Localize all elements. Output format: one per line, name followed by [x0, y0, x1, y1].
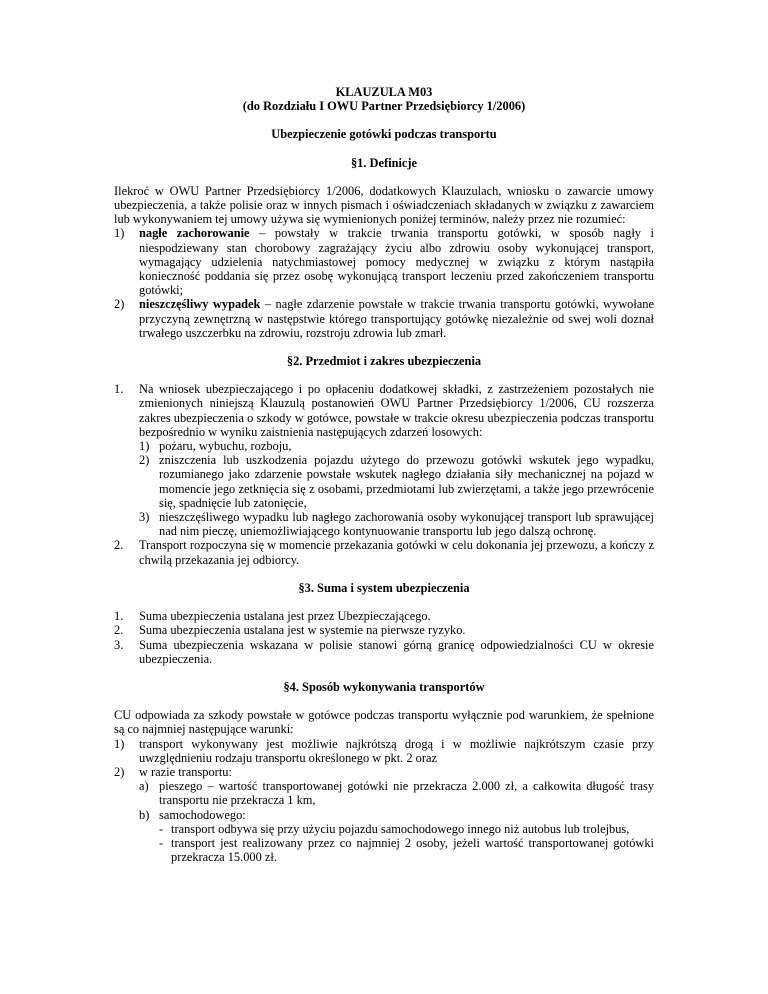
paragraph-number: 1. [114, 382, 124, 397]
section-1-heading: §1. Definicje [350, 155, 418, 170]
item-text: w razie transportu: [139, 764, 232, 779]
item-text: pożaru, wybuchu, rozboju, [159, 439, 292, 454]
event-item [139, 439, 654, 453]
item-text: pieszego – wartość transportowanej gotówki nie przekracza 2.000 zł, a całkowita długość trasy transportu nie przekracza 1 km, [159, 779, 654, 808]
section-1-intro: Ilekroć w OWU Partner Przedsiębiorcy 1/2006, dodatkowych Klauzulach, wniosku o zawarcie umowy ubezpieczenia, a także polisie oraz w innych pismach i oświadczeniach składanych w związku z zawarciem lub wykonywaniem tej umowy używa się wymienionych poniżej terminów, należy przez nie rozumieć: [114, 183, 654, 227]
item-number: 2) [139, 453, 150, 468]
section-2-paragraph [114, 382, 654, 439]
vehicle-condition-item [159, 836, 654, 864]
item-text: samochodowego: [159, 807, 246, 822]
document-title: Ubezpieczenie gotówki podczas transportu [271, 127, 497, 142]
definition-term: nagłe zachorowanie [139, 226, 250, 241]
section-2-paragraph [114, 538, 654, 566]
event-item [139, 510, 654, 538]
clause-subtitle: (do Rozdziału I OWU Partner Przedsiębiorcy 1/2006) [242, 99, 526, 114]
item-number: 3. [114, 637, 124, 652]
item-number: 1. [114, 609, 124, 624]
item-number: 3) [139, 510, 150, 525]
section-4-intro: CU odpowiada za szkody powstałe w gotówce podczas transportu wyłącznie pod warunkiem, że spełnione są co najmniej następujące warunki: [114, 708, 654, 737]
dash-bullet: - [159, 835, 164, 850]
transport-type-item [139, 808, 654, 822]
vehicle-condition-item [159, 822, 654, 836]
definition-text: – nagłe zdarzenie powstałe w trakcie trwania transportu gotówki, wywołane przyczyną zewnętrzną w następstwie którego transportujący gotówkę niezależnie od swej woli doznał trwałego uszczerbku na zdrowiu, rozstroju zdrowia lub zmarł. [139, 297, 654, 340]
event-item [139, 453, 654, 510]
item-text: nieszczęśliwego wypadku lub nagłego zachorowania osoby wykonującej transport lub sprawującej nad nim pieczę, uniemożliwiającego kontynuowanie transportu lub jego dalszą ochronę. [159, 510, 654, 539]
item-text: Suma ubezpieczenia ustalana jest przez Ubezpieczającego. [139, 609, 431, 624]
definition-term: nieszczęśliwy wypadek [139, 297, 261, 312]
paragraph-number: 2. [114, 538, 124, 553]
item-text: Suma ubezpieczenia wskazana w polisie stanowi górną granicę odpowiedzialności CU w okresie ubezpieczenia. [139, 637, 654, 666]
item-letter: a) [139, 779, 149, 794]
sum-item [114, 623, 654, 637]
definition-item [114, 297, 654, 340]
definition-text: – powstały w trakcie trwania transportu gotówki, w sposób nagły i niespodziewany stan chorobowy zagrażający życiu albo zdrowiu osoby wykonującej transport, wymagający udzielenia natychmiastowej pomocy medycznej w związku z którym nastąpiła konieczność poddania się przez osobę wykonującą transport leczeniu przed zakończeniem transportu gotówki; [139, 226, 654, 298]
item-text: transport jest realizowany przez co najmniej 2 osoby, jeżeli wartość transportowanej gotówki przekracza 15.000 zł. [171, 835, 654, 865]
item-number: 2. [114, 623, 124, 638]
paragraph-text: Na wniosek ubezpieczającego i po opłaceniu dodatkowej składki, z zastrzeżeniem pozostałych nie zmienionych niniejszą Klauzulą postanowień OWU Partner Przedsiębiorcy 1/2006, CU rozszerza zakres ubezpieczenia o szkody w gotówce, powstałe w trakcie okresu ubezpieczenia podczas transportu bezpośrednio w wyniku zaistnienia następujących zdarzeń losowych: [139, 382, 654, 439]
section-4-heading: §4. Sposób wykonywania transportów [283, 679, 485, 694]
dash-bullet: - [159, 821, 164, 836]
item-letter: b) [139, 807, 150, 822]
sum-item [114, 609, 654, 623]
item-text: Suma ubezpieczenia ustalana jest w systemie na pierwsze ryzyko. [139, 623, 466, 638]
item-number: 2) [114, 764, 125, 779]
item-number: 2) [114, 297, 125, 312]
clause-title: KLAUZULA M03 [335, 85, 433, 99]
item-number: 1) [114, 226, 125, 241]
definition-item [114, 226, 654, 297]
section-2-heading: §2. Przedmiot i zakres ubezpieczenia [286, 354, 482, 369]
item-text: transport odbywa się przy użyciu pojazdu samochodowego innego niż autobus lub trolejbus, [171, 821, 630, 836]
transport-type-item [139, 779, 654, 807]
sum-item [114, 638, 654, 666]
section-3-heading: §3. Suma i system ubezpieczenia [298, 580, 470, 595]
condition-item [114, 765, 654, 779]
item-text: zniszczenia lub uszkodzenia pojazdu użytego do przewozu gotówki wskutek jego wypadku, rozumianego jako zdarzenie powstałe wskutek nagłego działania siły mechanicznej na pojazd w momencie jego zetknięcia się z osobami, przedmiotami lub zwierzętami, a także jego przewrócenie się, spadnięcie lub zatonięcie, [159, 453, 654, 510]
item-number: 1) [114, 736, 125, 751]
item-text: transport wykonywany jest możliwie najkrótszą drogą i w możliwie najkrótszym czasie przy uwzględnieniu rodzaju transportu określonego w pkt. 2 oraz [139, 736, 654, 765]
item-number: 1) [139, 439, 150, 454]
condition-item [114, 737, 654, 765]
paragraph-text: Transport rozpoczyna się w momencie przekazania gotówki w celu dokonania jej przewozu, a kończy z chwilą przekazania jej odbiorcy. [139, 538, 654, 567]
